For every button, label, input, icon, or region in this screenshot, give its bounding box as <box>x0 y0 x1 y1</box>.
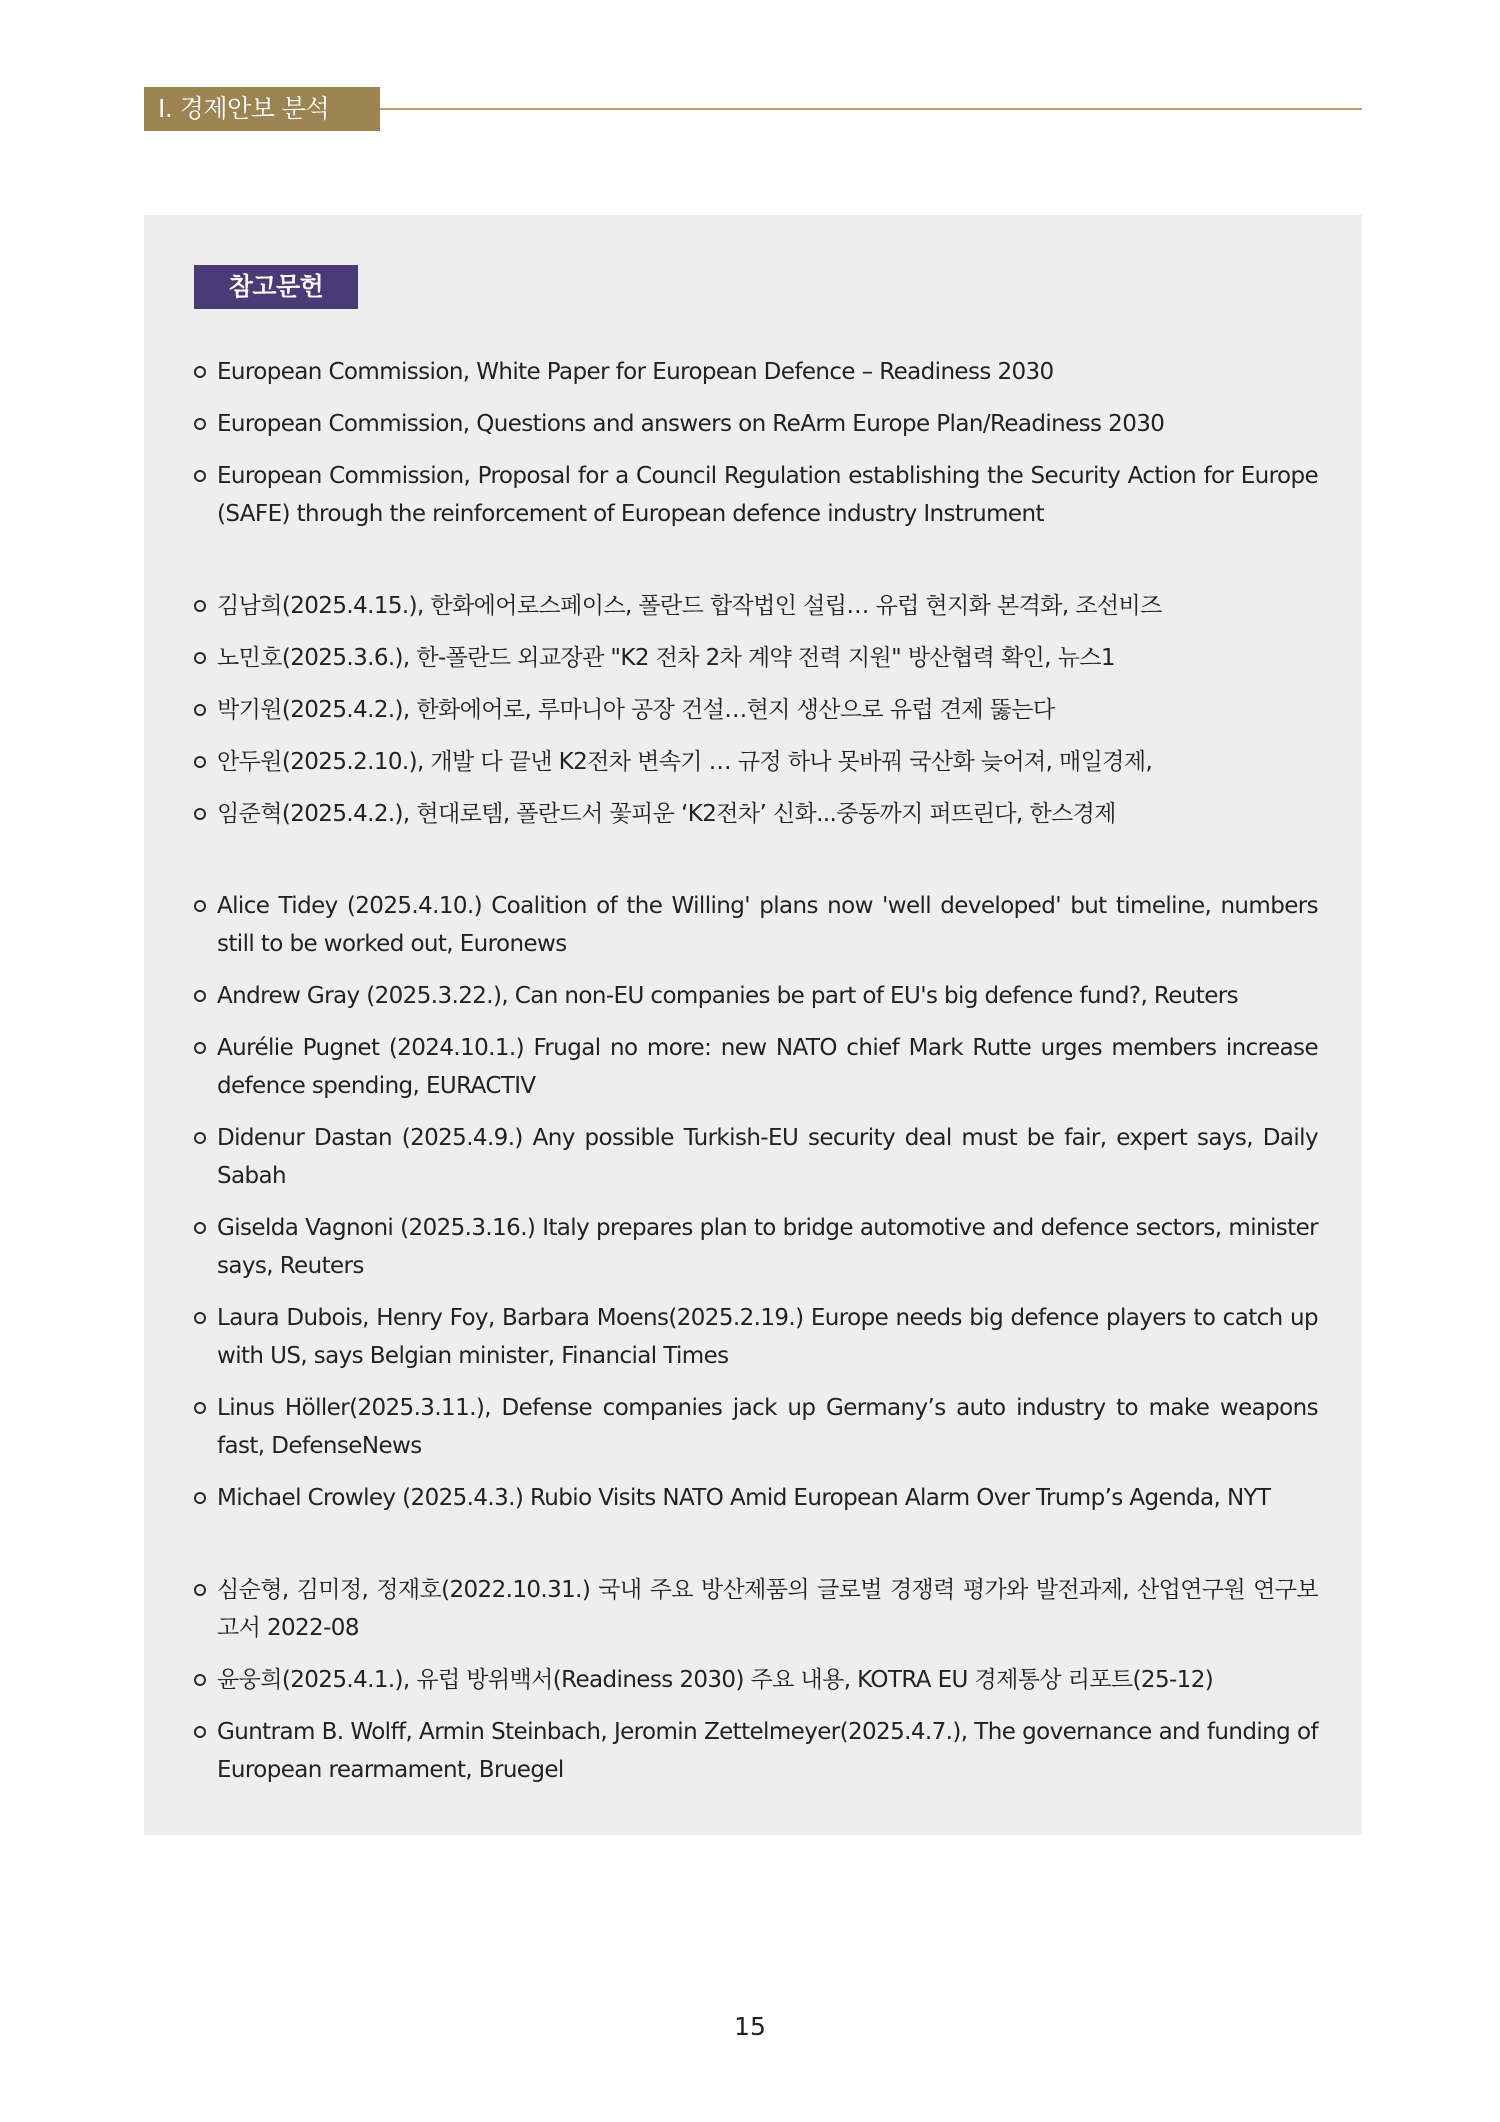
section-header <box>144 87 1362 131</box>
reference-text: 윤웅희(2025.4.1.), 유럽 방위백서(Readiness 2030) 주요 내용, KOTRA EU 경제통상 리포트(25-12) <box>217 1667 1214 1693</box>
reference-item <box>194 1119 1318 1195</box>
circle-bullet-icon <box>194 1674 206 1686</box>
reference-item <box>194 457 1318 533</box>
circle-bullet-icon <box>194 756 206 768</box>
reference-text: 박기원(2025.4.2.), 한화에어로, 루마니아 공장 건설…현지 생산으로 유럽 견제 뚫는다 <box>217 697 1055 723</box>
circle-bullet-icon <box>194 704 206 716</box>
circle-bullet-icon <box>194 1132 206 1144</box>
reference-item <box>194 1479 1318 1517</box>
reference-item <box>194 1299 1318 1375</box>
references-title: 참고문헌 <box>194 265 358 309</box>
reference-text: Michael Crowley (2025.4.3.) Rubio Visits NATO Amid European Alarm Over Trump’s Agenda, NYT <box>217 1485 1271 1511</box>
reference-text: 임준혁(2025.4.2.), 현대로템, 폴란드서 꽃피운 ‘K2전차’ 신화...중동까지 퍼뜨린다, 한스경제 <box>217 801 1116 827</box>
circle-bullet-icon <box>194 1402 206 1414</box>
reference-text: 심순형, 김미정, 정재호(2022.10.31.) 국내 주요 방산제품의 글로벌 경쟁력 평가와 발전과제, 산업연구원 연구보고서 2022-08 <box>217 1577 1318 1641</box>
reference-item <box>194 639 1318 677</box>
page-number: 15 <box>734 2012 766 2041</box>
reference-item <box>194 353 1318 391</box>
reference-text: 안두원(2025.2.10.), 개발 다 끝낸 K2전차 변속기 … 규정 하나 못바꿔 국산화 늦어져, 매일경제, <box>217 749 1153 775</box>
reference-group <box>194 353 1318 533</box>
reference-text: European Commission, White Paper for European Defence – Readiness 2030 <box>217 359 1054 385</box>
circle-bullet-icon <box>194 1042 206 1054</box>
reference-text: Alice Tidey (2025.4.10.) Coalition of the Willing' plans now 'well developed' but timeline, numbers still to be worked out, Euronews <box>217 893 1318 957</box>
circle-bullet-icon <box>194 600 206 612</box>
reference-group <box>194 887 1318 1517</box>
circle-bullet-icon <box>194 1584 206 1596</box>
reference-item <box>194 405 1318 443</box>
reference-item <box>194 1713 1318 1789</box>
reference-item <box>194 795 1318 833</box>
reference-text: Giselda Vagnoni (2025.3.16.) Italy prepares plan to bridge automotive and defence sectors, minister says, Reuters <box>217 1215 1318 1279</box>
reference-text: 김남희(2025.4.15.), 한화에어로스페이스, 폴란드 합작법인 설립… 유럽 현지화 본격화, 조선비즈 <box>217 593 1162 619</box>
reference-item <box>194 977 1318 1015</box>
reference-text: Didenur Dastan (2025.4.9.) Any possible Turkish-EU security deal must be fair, expert says, Daily Sabah <box>217 1125 1318 1189</box>
circle-bullet-icon <box>194 1222 206 1234</box>
reference-text: European Commission, Proposal for a Council Regulation establishing the Security Action for Europe (SAFE) through the reinforcement of European defence industry Instrument <box>217 463 1318 527</box>
reference-text: Andrew Gray (2025.3.22.), Can non-EU companies be part of EU's big defence fund?, Reuters <box>217 983 1238 1009</box>
circle-bullet-icon <box>194 470 206 482</box>
reference-item <box>194 1661 1318 1699</box>
reference-item <box>194 1209 1318 1285</box>
reference-item <box>194 587 1318 625</box>
circle-bullet-icon <box>194 418 206 430</box>
references-panel <box>144 215 1362 1835</box>
circle-bullet-icon <box>194 1492 206 1504</box>
reference-item <box>194 1389 1318 1465</box>
circle-bullet-icon <box>194 1726 206 1738</box>
reference-item <box>194 743 1318 781</box>
circle-bullet-icon <box>194 990 206 1002</box>
reference-text: Aurélie Pugnet (2024.10.1.) Frugal no more: new NATO chief Mark Rutte urges members increase defence spending, EURACTIV <box>217 1035 1318 1099</box>
circle-bullet-icon <box>194 366 206 378</box>
reference-item <box>194 1571 1318 1647</box>
section-tab: Ⅰ. 경제안보 분석 <box>144 87 380 131</box>
reference-item <box>194 1029 1318 1105</box>
reference-text: Laura Dubois, Henry Foy, Barbara Moens(2025.2.19.) Europe needs big defence players to catch up with US, says Belgian minister, Financial Times <box>217 1305 1318 1369</box>
section-divider <box>380 108 1362 110</box>
reference-item <box>194 887 1318 963</box>
reference-text: 노민호(2025.3.6.), 한-폴란드 외교장관 "K2 전차 2차 계약 전력 지원" 방산협력 확인, 뉴스1 <box>217 645 1115 671</box>
reference-text: European Commission, Questions and answers on ReArm Europe Plan/Readiness 2030 <box>217 411 1165 437</box>
reference-item <box>194 691 1318 729</box>
reference-group <box>194 587 1318 833</box>
reference-text: Linus Höller(2025.3.11.), Defense companies jack up Germany’s auto industry to make weapons fast, DefenseNews <box>217 1395 1318 1459</box>
circle-bullet-icon <box>194 900 206 912</box>
reference-text: Guntram B. Wolff, Armin Steinbach, Jeromin Zettelmeyer(2025.4.7.), The governance and funding of European rearmament, Bruegel <box>217 1719 1318 1783</box>
circle-bullet-icon <box>194 652 206 664</box>
circle-bullet-icon <box>194 808 206 820</box>
circle-bullet-icon <box>194 1312 206 1324</box>
reference-group <box>194 1571 1318 1789</box>
references-list <box>194 353 1318 1789</box>
